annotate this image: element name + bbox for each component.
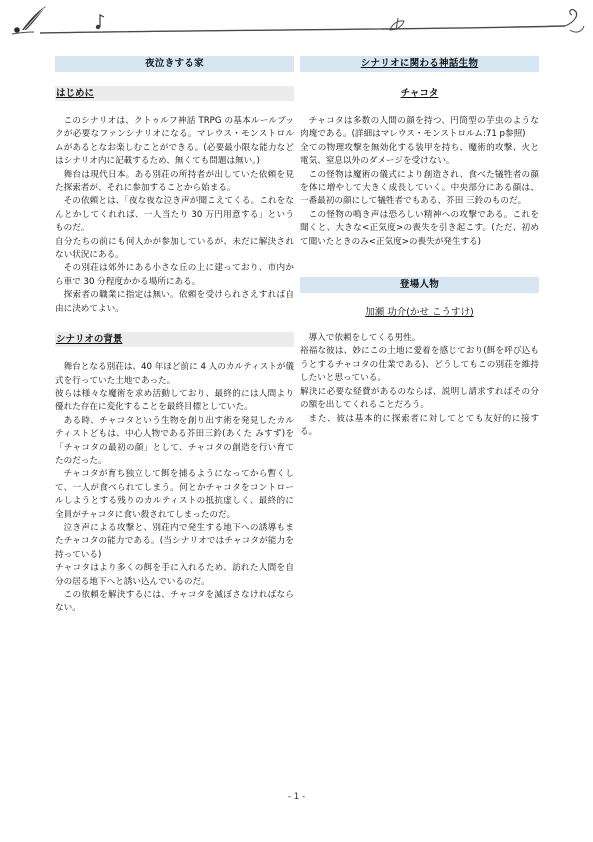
intro-paragraph: 自分たちの前にも何人かが参加しているが、未だに解決されない状況にある。 [55, 236, 294, 261]
intro-heading: はじめに [55, 86, 294, 101]
page-number: - 1 - [287, 792, 306, 802]
intro-paragraph: このシナリオは、クトゥルフ神話 TRPG の基本ルールブックが必要なファンシナリオになる。マレウス・モンストロルムがあるとなお楽しむことができる。(必要最小限な能力などはシナリオ内に記載するため、無くても問題は無い。) [55, 116, 294, 167]
character-paragraph: 裕福な彼は、妙にこの土地に愛着を感じており(餌を呼び込もうとするチャコタの仕業である)、どうしてもこの別荘を維持したいと思っている。 [300, 346, 539, 384]
background-section [55, 361, 294, 616]
creature-paragraph: この怪物の鳴き声は恐ろしい精神への攻撃である。これを聞くと、大きな<正気度>の喪失を引き起こす。(ただ、初めて聞いたときのみ<正気度>の喪失が発生する) [300, 209, 539, 247]
quill-pen-icon [12, 6, 46, 34]
creature-paragraph: チャコタは多数の人間の顔を持つ、円筒型の芋虫のような肉塊である。(詳細はマレウス・モンストロルム:71 p参照) [300, 116, 539, 140]
character-section [300, 332, 539, 439]
background-paragraph: 彼らは様々な魔術を求め活動しており、最終的には人間より優れた存在に変化することを最終目標としていた。 [55, 388, 294, 413]
creature-name: チャコタ [400, 88, 439, 99]
flourish-icon [565, 10, 584, 33]
background-paragraph: この依頼を解決するには、チャコタを滅ぼさなければならない。 [55, 590, 294, 614]
intro-paragraph: 舞台は現代日本。ある別荘の所持者が出していた依頼を見た探索者が、それに参加することから始まる。 [55, 169, 294, 194]
background-paragraph: チャコタが育ち独立して餌を捕るようになってから暫くして、一人が食べられてしまう。何とかチャコタをコントロールしようとする残りのカルティストの抵抗虚しく、最終的に全員がチャコタに食い殺されてしまったのだ。 [55, 469, 294, 520]
background-paragraph: 泣き声による攻撃と、別荘内で発生する地下への誘導もまたチャコタの能力である。(当シナリオではチャコタが能力を持っている) [55, 522, 294, 560]
creature-section [300, 115, 539, 249]
mythos-creatures-title-text: シナリオに関わる神話生物 [360, 58, 479, 69]
left-column [55, 56, 294, 616]
background-paragraph: ある時、チャコタという生物を創り出す術を発見したカルティストどもは、中心人物である芥田三鈴(あくた みすず)を「チャコタの最初の顔」として、チャコタの創造を行い育てたのだった。 [55, 415, 294, 466]
background-paragraph: 舞台となる別荘は、40 年ほど前に 4 人のカルティストが儀式を行っていた土地であった。 [55, 362, 294, 386]
intro-paragraph: その依頼とは、「夜な夜な泣き声が聞こえてくる。これをなんとかしてくれれば、一人当たり 30 万円用意する」というものだ。 [55, 196, 294, 234]
creature-paragraph: この怪物は魔術の儀式により創造され、食べた犠牲者の顔を体に増やして大きく成長していく。中央部分にある顔は、一番最初の顔にして犠牲者でもある、芥田 三鈴のものだ。 [300, 169, 539, 207]
character-name: 加瀬 功介(かせ こうすけ) [365, 307, 474, 319]
intro-paragraph: その別荘は郊外にある小さな丘の上に建っており、市内から車で 30 分程度かかる場所にある。 [55, 263, 294, 287]
character-paragraph: 解決に必要な経費があるのならば、説明し請求すればその分の額を出してくれることだろう。 [300, 386, 539, 411]
character-paragraph: また、彼は基本的に探索者に対してとても友好的に接する。 [300, 413, 539, 437]
background-heading: シナリオの背景 [55, 332, 294, 347]
background-paragraph: チャコタはより多くの餌を手に入れるため、訪れた人間を自分の居る地下へと誘い込んでいるのだ。 [55, 563, 294, 587]
header-rule [40, 26, 565, 33]
characters-title: 登場人物 [300, 277, 539, 293]
creature-paragraph: 全ての物理攻撃を無効化する装甲を持ち、魔術的攻撃、火と電気、窒息以外のダメージを受けない。 [300, 142, 539, 167]
intro-paragraph: 探索者の職業に指定は無い。依頼を受けられさえすれば自由に決めてよい。 [55, 290, 294, 314]
intro-section [55, 115, 294, 316]
character-paragraph: 導入で依頼をしてくる男性。 [308, 333, 421, 344]
music-note-icon [96, 15, 104, 29]
mythos-creatures-title [300, 56, 539, 72]
header-ornament [0, 0, 593, 48]
scenario-title: 夜泣きする家 [55, 56, 294, 72]
right-column [300, 56, 539, 439]
